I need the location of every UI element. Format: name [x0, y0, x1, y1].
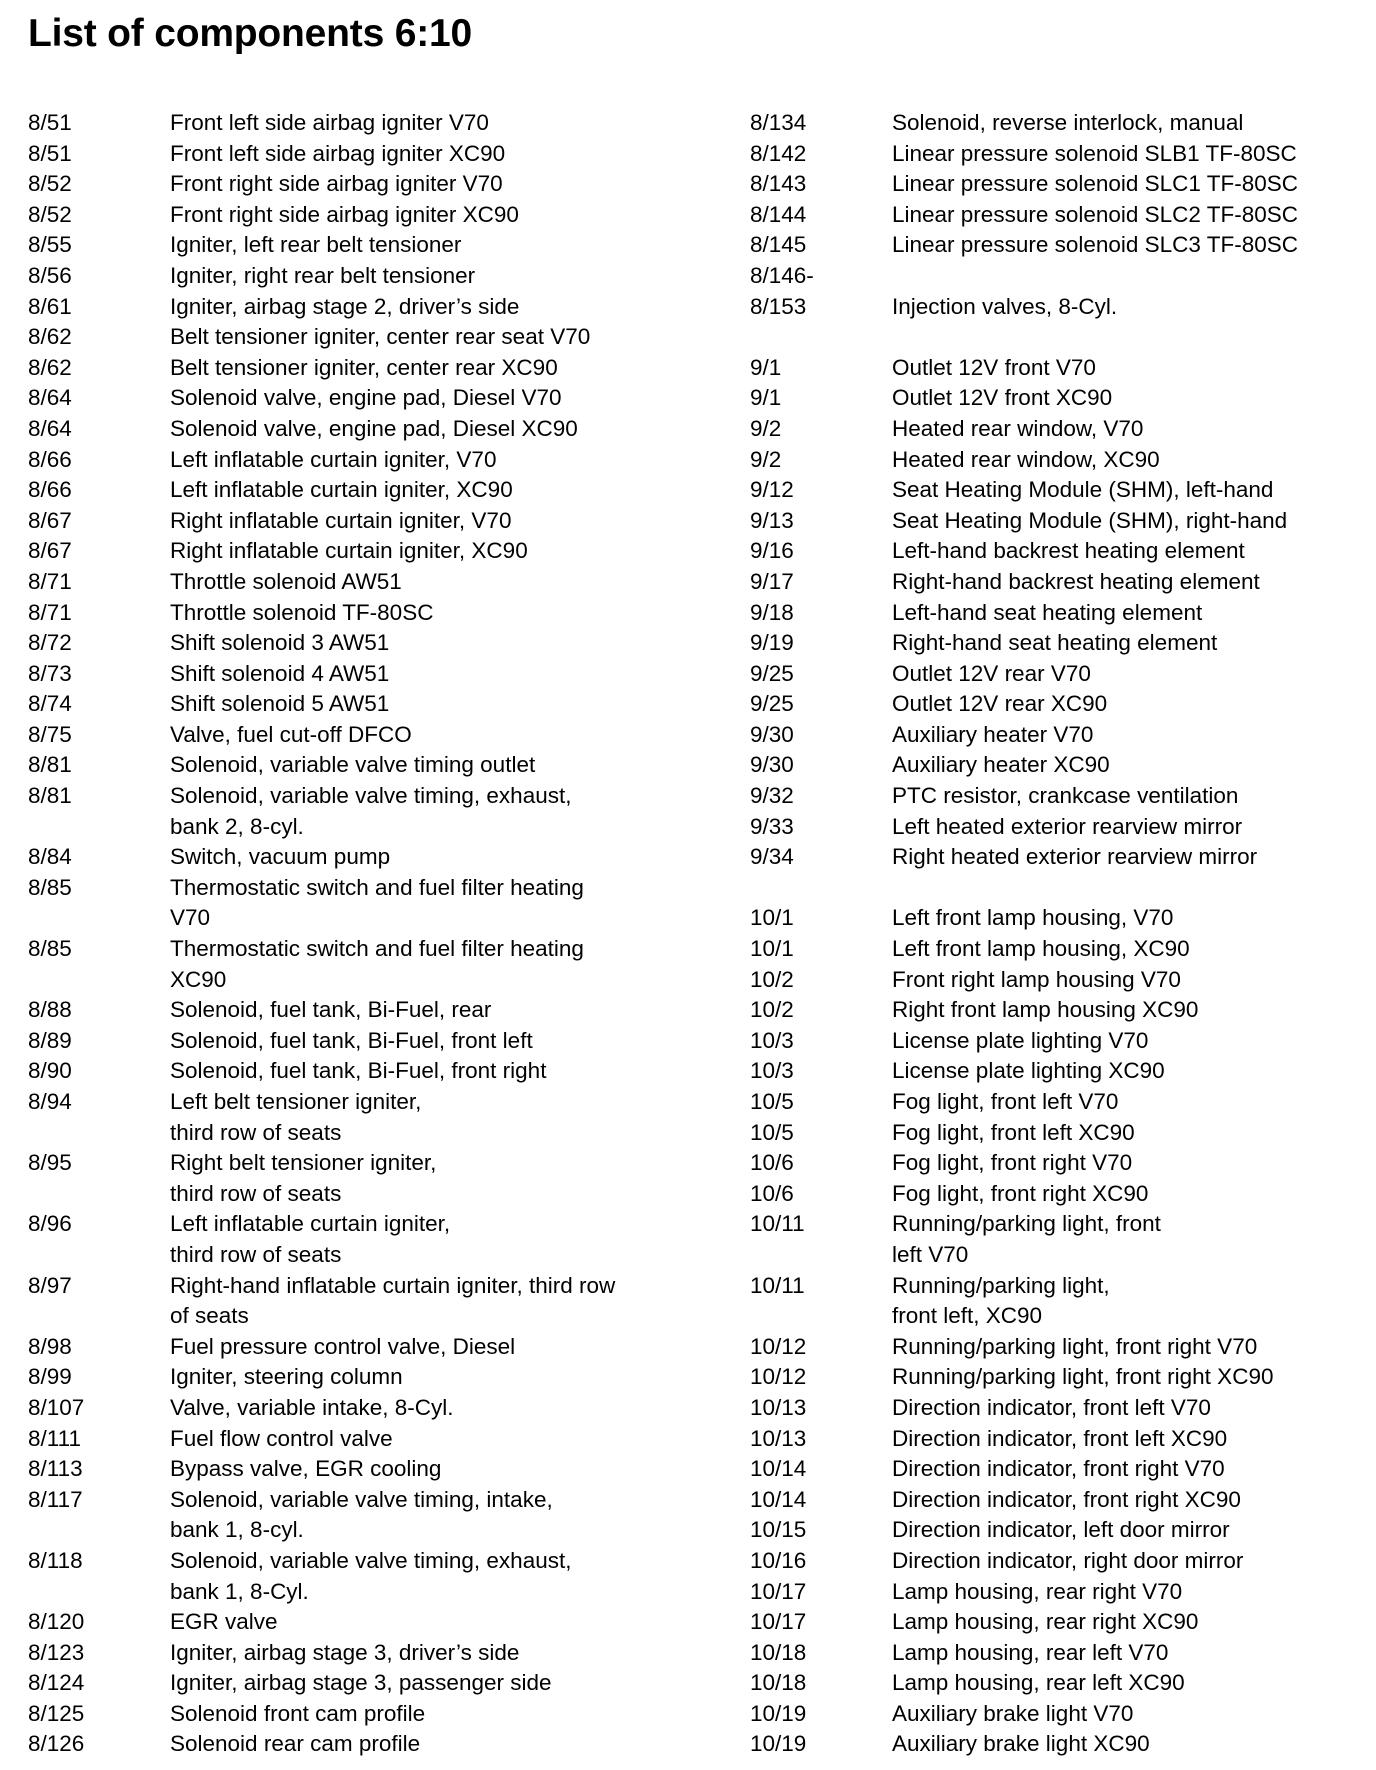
component-row [750, 1209, 1370, 1270]
component-code: 8/111 [28, 1425, 81, 1451]
component-description: Igniter, airbag stage 3, driver’s side [170, 1639, 520, 1665]
component-row [750, 414, 1370, 445]
component-description: License plate lighting V70 [892, 1027, 1149, 1053]
component-row [750, 781, 1370, 812]
component-row [28, 292, 728, 323]
component-code: 8/90 [28, 1058, 72, 1084]
component-code: 8/81 [28, 752, 72, 778]
component-description: Shift solenoid 5 AW51 [170, 691, 390, 717]
component-row [750, 1729, 1370, 1760]
component-description: Solenoid, fuel tank, Bi-Fuel, front right [170, 1058, 547, 1084]
component-description: Solenoid front cam profile [170, 1700, 426, 1726]
component-code: 10/14 [750, 1456, 807, 1482]
component-row [750, 1118, 1370, 1149]
component-description: Linear pressure solenoid SLB1 TF-80SC [892, 140, 1297, 166]
component-description: Direction indicator, front left XC90 [892, 1425, 1228, 1451]
component-row [28, 506, 728, 537]
component-description: Throttle solenoid AW51 [170, 568, 402, 594]
component-code: 8/120 [28, 1609, 85, 1635]
component-row [750, 1148, 1370, 1179]
component-row [28, 1332, 728, 1363]
component-description: Left belt tensioner igniter, third row of seats [170, 1089, 422, 1145]
component-description: Solenoid rear cam profile [170, 1731, 421, 1757]
component-row [750, 1668, 1370, 1699]
component-row [750, 230, 1370, 261]
component-description: Direction indicator, front left V70 [892, 1394, 1211, 1420]
component-row [28, 1546, 728, 1607]
component-code: 8/52 [28, 171, 72, 197]
component-description: Injection valves, 8-Cyl. [892, 293, 1118, 319]
component-description: Auxiliary brake light V70 [892, 1700, 1134, 1726]
component-code: 9/32 [750, 783, 794, 809]
component-row [750, 567, 1370, 598]
component-row [28, 108, 728, 139]
component-row [750, 353, 1370, 384]
component-code: 8/125 [28, 1700, 85, 1726]
component-description: Direction indicator, front right V70 [892, 1456, 1225, 1482]
component-description: Left-hand backrest heating element [892, 538, 1245, 564]
component-description: Solenoid valve, engine pad, Diesel XC90 [170, 415, 578, 441]
component-row [750, 169, 1370, 200]
component-description: Igniter, airbag stage 2, driver’s side [170, 293, 520, 319]
component-description: Fog light, front left XC90 [892, 1119, 1135, 1145]
component-description: Right-hand inflatable curtain igniter, third row of seats [170, 1272, 616, 1329]
component-row [750, 842, 1370, 873]
component-row [750, 261, 1370, 292]
component-description: Linear pressure solenoid SLC2 TF-80SC [892, 201, 1299, 227]
component-row [28, 230, 728, 261]
component-description: Right heated exterior rearview mirror [892, 844, 1258, 870]
component-row [750, 536, 1370, 567]
component-row [28, 1087, 728, 1148]
component-code: 10/6 [750, 1150, 794, 1176]
component-description: Right-hand backrest heating element [892, 568, 1260, 594]
component-description: Front left side airbag igniter V70 [170, 110, 489, 135]
component-row [28, 169, 728, 200]
component-list-left [28, 108, 728, 1760]
component-row [750, 720, 1370, 751]
component-row [750, 1362, 1370, 1393]
component-description: Left inflatable curtain igniter, V70 [170, 446, 497, 472]
component-row [750, 506, 1370, 537]
component-code: 8/113 [28, 1456, 83, 1482]
component-description: Direction indicator, front right XC90 [892, 1486, 1241, 1512]
component-row [28, 1638, 728, 1669]
component-description: Lamp housing, rear left V70 [892, 1639, 1169, 1665]
component-description: Lamp housing, rear right V70 [892, 1578, 1183, 1604]
component-row [750, 1087, 1370, 1118]
component-code: 8/74 [28, 691, 72, 717]
component-description: Auxiliary brake light XC90 [892, 1731, 1150, 1757]
component-row [750, 965, 1370, 996]
component-code: 10/11 [750, 1211, 805, 1237]
component-description: Front left side airbag igniter XC90 [170, 140, 506, 166]
component-code: 10/2 [750, 997, 794, 1023]
component-code: 10/3 [750, 1058, 794, 1084]
component-row [750, 1546, 1370, 1577]
component-row [750, 659, 1370, 690]
component-code: 9/1 [750, 385, 782, 411]
component-description: Running/parking light, front right XC90 [892, 1364, 1274, 1390]
component-code: 10/16 [750, 1547, 807, 1573]
component-code: 10/13 [750, 1394, 807, 1420]
component-description: Solenoid, variable valve timing, intake, bank 1, 8-cyl. [170, 1486, 553, 1543]
component-code: 9/12 [750, 477, 794, 503]
component-row [750, 200, 1370, 231]
component-code: 8/61 [28, 293, 72, 319]
component-description: Outlet 12V front XC90 [892, 385, 1113, 411]
component-code: 8/89 [28, 1027, 72, 1053]
component-row [28, 567, 728, 598]
component-description: Solenoid, variable valve timing, exhaust, bank 2, 8-cyl. [170, 783, 572, 839]
component-description: Right inflatable curtain igniter, XC90 [170, 538, 528, 564]
component-row [28, 1393, 728, 1424]
component-description: Running/parking light, front left, XC90 [892, 1272, 1110, 1329]
component-description: Shift solenoid 4 AW51 [170, 660, 390, 686]
component-code: 8/146- [750, 262, 814, 288]
page-title: List of components 6:10 [28, 12, 472, 55]
component-code: 8/75 [28, 721, 72, 747]
component-row [28, 628, 728, 659]
component-description: Direction indicator, left door mirror [892, 1517, 1230, 1543]
component-description: Igniter, airbag stage 3, passenger side [170, 1670, 552, 1696]
component-code: 8/94 [28, 1089, 72, 1114]
component-code: 9/1 [750, 354, 782, 380]
component-description: License plate lighting XC90 [892, 1058, 1165, 1084]
component-description: Lamp housing, rear right XC90 [892, 1609, 1199, 1635]
component-description: PTC resistor, crankcase ventilation [892, 783, 1239, 809]
component-description: Fuel flow control valve [170, 1425, 393, 1451]
component-code: 9/2 [750, 446, 782, 472]
component-code: 8/73 [28, 660, 72, 686]
component-code: 8/62 [28, 324, 72, 350]
component-description: Seat Heating Module (SHM), left-hand [892, 477, 1274, 503]
component-description: Heated rear window, XC90 [892, 446, 1160, 472]
component-description: Left inflatable curtain igniter, third row of seats [170, 1211, 451, 1267]
component-code: 10/18 [750, 1670, 807, 1696]
component-description: Front right lamp housing V70 [892, 966, 1181, 992]
component-row [750, 322, 1370, 353]
component-code: 8/62 [28, 354, 72, 380]
component-row [750, 1638, 1370, 1669]
component-row [28, 1362, 728, 1393]
component-description: Right front lamp housing XC90 [892, 997, 1199, 1023]
component-row [28, 781, 728, 842]
component-row [28, 1668, 728, 1699]
component-code: 8/72 [28, 630, 72, 656]
component-code: 8/85 [28, 936, 72, 962]
component-row [28, 200, 728, 231]
component-row [28, 1026, 728, 1057]
component-code: 10/6 [750, 1180, 794, 1206]
component-row [750, 1393, 1370, 1424]
component-row [28, 750, 728, 781]
component-code: 8/55 [28, 232, 72, 258]
component-description: Outlet 12V rear XC90 [892, 691, 1108, 717]
component-code: 9/30 [750, 752, 794, 778]
component-code: 9/16 [750, 538, 794, 564]
component-code: 8/126 [28, 1731, 85, 1757]
component-row [750, 139, 1370, 170]
component-row [28, 475, 728, 506]
component-row [750, 1026, 1370, 1057]
component-code: 10/19 [750, 1731, 807, 1757]
component-row [28, 1729, 728, 1760]
component-row [28, 1271, 728, 1332]
component-row [750, 628, 1370, 659]
component-description: Direction indicator, right door mirror [892, 1547, 1244, 1573]
component-row [750, 1271, 1370, 1332]
component-row [28, 1424, 728, 1455]
component-code: 10/3 [750, 1027, 794, 1053]
component-row [750, 903, 1370, 934]
component-row [28, 598, 728, 629]
component-code: 8/107 [28, 1394, 85, 1420]
component-row [750, 750, 1370, 781]
component-code: 8/67 [28, 538, 72, 564]
component-code: 8/134 [750, 110, 807, 135]
component-code: 8/56 [28, 262, 72, 288]
component-code: 9/18 [750, 599, 794, 625]
component-row [28, 1209, 728, 1270]
component-code: 10/11 [750, 1272, 805, 1298]
component-code: 10/19 [750, 1700, 807, 1726]
component-description: Fog light, front left V70 [892, 1089, 1119, 1114]
component-description: Belt tensioner igniter, center rear XC90 [170, 354, 558, 380]
component-description: Fog light, front right V70 [892, 1150, 1133, 1176]
component-code: 8/66 [28, 446, 72, 472]
component-row [750, 873, 1370, 904]
component-code: 10/12 [750, 1364, 807, 1390]
component-description: Left heated exterior rearview mirror [892, 813, 1243, 839]
component-row [28, 720, 728, 751]
component-description: Solenoid, fuel tank, Bi-Fuel, rear [170, 997, 492, 1023]
component-description: Right inflatable curtain igniter, V70 [170, 507, 512, 533]
component-code: 8/52 [28, 201, 72, 227]
component-code: 9/13 [750, 507, 794, 533]
component-code: 8/143 [750, 171, 807, 197]
component-code: 9/25 [750, 691, 794, 717]
component-code: 10/5 [750, 1119, 794, 1145]
component-code: 9/2 [750, 415, 782, 441]
component-description: Auxiliary heater XC90 [892, 752, 1110, 778]
component-description: Igniter, right rear belt tensioner [170, 262, 476, 288]
component-row [28, 873, 728, 934]
component-row [28, 934, 728, 995]
component-description: Seat Heating Module (SHM), right-hand [892, 507, 1288, 533]
component-code: 9/33 [750, 813, 794, 839]
component-description: Front right side airbag igniter V70 [170, 171, 503, 197]
component-row [750, 1332, 1370, 1363]
component-description: Right-hand seat heating element [892, 630, 1218, 656]
component-row [750, 1607, 1370, 1638]
component-code: 8/51 [28, 110, 72, 135]
component-code: 8/95 [28, 1150, 72, 1176]
component-code: 9/25 [750, 660, 794, 686]
component-description: Valve, variable intake, 8-Cyl. [170, 1394, 454, 1420]
component-row [28, 995, 728, 1026]
component-description: Linear pressure solenoid SLC3 TF-80SC [892, 232, 1299, 258]
component-code: 8/97 [28, 1272, 72, 1298]
component-description: Bypass valve, EGR cooling [170, 1456, 442, 1482]
component-code: 8/71 [28, 599, 72, 625]
component-row [28, 1485, 728, 1546]
component-row [750, 812, 1370, 843]
component-code: 10/12 [750, 1333, 807, 1359]
component-row [750, 1515, 1370, 1546]
component-code: 8/71 [28, 568, 72, 594]
component-code: 8/98 [28, 1333, 72, 1359]
component-code: 8/117 [28, 1486, 83, 1512]
component-code: 8/84 [28, 844, 72, 870]
component-code: 8/123 [28, 1639, 85, 1665]
component-code: 9/30 [750, 721, 794, 747]
component-code: 10/14 [750, 1486, 807, 1512]
component-code: 10/18 [750, 1639, 807, 1665]
component-code: 10/2 [750, 966, 794, 992]
component-description: Igniter, left rear belt tensioner [170, 232, 462, 258]
component-description: Left front lamp housing, XC90 [892, 936, 1190, 962]
component-description: Belt tensioner igniter, center rear seat V70 [170, 324, 591, 350]
component-description: Shift solenoid 3 AW51 [170, 630, 390, 656]
component-row [28, 536, 728, 567]
component-description: EGR valve [170, 1609, 278, 1635]
component-description: Heated rear window, V70 [892, 415, 1144, 441]
component-description: Thermostatic switch and fuel filter heating XC90 [170, 936, 584, 992]
component-row [28, 445, 728, 476]
component-description: Valve, fuel cut-off DFCO [170, 721, 412, 747]
component-row [28, 1699, 728, 1730]
component-description: Fog light, front right XC90 [892, 1180, 1149, 1206]
component-row [750, 1424, 1370, 1455]
component-code: 8/142 [750, 140, 807, 166]
component-description: Lamp housing, rear left XC90 [892, 1670, 1185, 1696]
component-description: Solenoid, reverse interlock, manual [892, 110, 1244, 135]
component-code: 8/64 [28, 385, 72, 411]
component-row [28, 1056, 728, 1087]
component-row [28, 1148, 728, 1209]
component-description: Outlet 12V front V70 [892, 354, 1096, 380]
component-row [28, 322, 728, 353]
component-description: Auxiliary heater V70 [892, 721, 1094, 747]
component-description: Throttle solenoid TF-80SC [170, 599, 434, 625]
component-description: Switch, vacuum pump [170, 844, 391, 870]
component-code: 8/153 [750, 293, 807, 319]
component-code: 10/13 [750, 1425, 807, 1451]
component-row [750, 475, 1370, 506]
component-code: 8/144 [750, 201, 807, 227]
component-row [750, 383, 1370, 414]
component-description: Left inflatable curtain igniter, XC90 [170, 477, 513, 503]
component-description: Linear pressure solenoid SLC1 TF-80SC [892, 171, 1299, 197]
component-row [28, 353, 728, 384]
component-row [750, 1454, 1370, 1485]
component-code: 9/17 [750, 568, 794, 594]
component-code: 8/88 [28, 997, 72, 1023]
component-code: 9/19 [750, 630, 794, 656]
component-code: 10/17 [750, 1578, 807, 1604]
component-code: 8/81 [28, 783, 72, 809]
component-description: Solenoid valve, engine pad, Diesel V70 [170, 385, 562, 411]
component-row [750, 1699, 1370, 1730]
component-code: 10/5 [750, 1089, 794, 1114]
component-description: Right belt tensioner igniter, third row of seats [170, 1150, 437, 1206]
component-code: 8/67 [28, 507, 72, 533]
component-description: Running/parking light, front left V70 [892, 1211, 1161, 1267]
component-row [750, 1056, 1370, 1087]
component-row [28, 1454, 728, 1485]
component-description: Solenoid, variable valve timing outlet [170, 752, 536, 778]
component-list-right [750, 108, 1370, 1760]
component-code: 8/124 [28, 1670, 85, 1696]
component-code: 10/1 [750, 905, 794, 931]
component-row [750, 598, 1370, 629]
component-row [28, 261, 728, 292]
component-description: Running/parking light, front right V70 [892, 1333, 1258, 1359]
component-row [28, 689, 728, 720]
component-row [750, 1577, 1370, 1608]
component-description: Fuel pressure control valve, Diesel [170, 1333, 516, 1359]
component-code: 8/66 [28, 477, 72, 503]
component-code: 8/85 [28, 874, 72, 900]
component-code: 8/99 [28, 1364, 72, 1390]
component-row [750, 689, 1370, 720]
component-description: Front right side airbag igniter XC90 [170, 201, 519, 227]
component-code: 8/64 [28, 415, 72, 441]
component-row [750, 995, 1370, 1026]
component-row [750, 292, 1370, 323]
component-description: Solenoid, fuel tank, Bi-Fuel, front left [170, 1027, 533, 1053]
component-code: 10/15 [750, 1517, 807, 1543]
component-row [750, 108, 1370, 139]
component-row [750, 445, 1370, 476]
component-code: 10/17 [750, 1609, 807, 1635]
component-row [28, 414, 728, 445]
component-row [750, 934, 1370, 965]
component-row [28, 139, 728, 170]
component-description: Solenoid, variable valve timing, exhaust, bank 1, 8-Cyl. [170, 1547, 572, 1604]
component-description: Igniter, steering column [170, 1364, 403, 1390]
component-description: Thermostatic switch and fuel filter heating V70 [170, 874, 584, 931]
component-code: 8/96 [28, 1211, 72, 1237]
component-row [750, 1485, 1370, 1516]
component-code: 8/51 [28, 140, 72, 166]
component-row [28, 1607, 728, 1638]
component-description: Left-hand seat heating element [892, 599, 1203, 625]
component-code: 9/34 [750, 844, 794, 870]
component-row [28, 842, 728, 873]
component-description: Outlet 12V rear V70 [892, 660, 1091, 686]
component-row [750, 1179, 1370, 1210]
component-code: 8/145 [750, 232, 807, 258]
component-description: Left front lamp housing, V70 [892, 905, 1174, 931]
component-row [28, 659, 728, 690]
component-code: 8/118 [28, 1547, 83, 1573]
component-code: 10/1 [750, 936, 794, 962]
component-row [28, 383, 728, 414]
